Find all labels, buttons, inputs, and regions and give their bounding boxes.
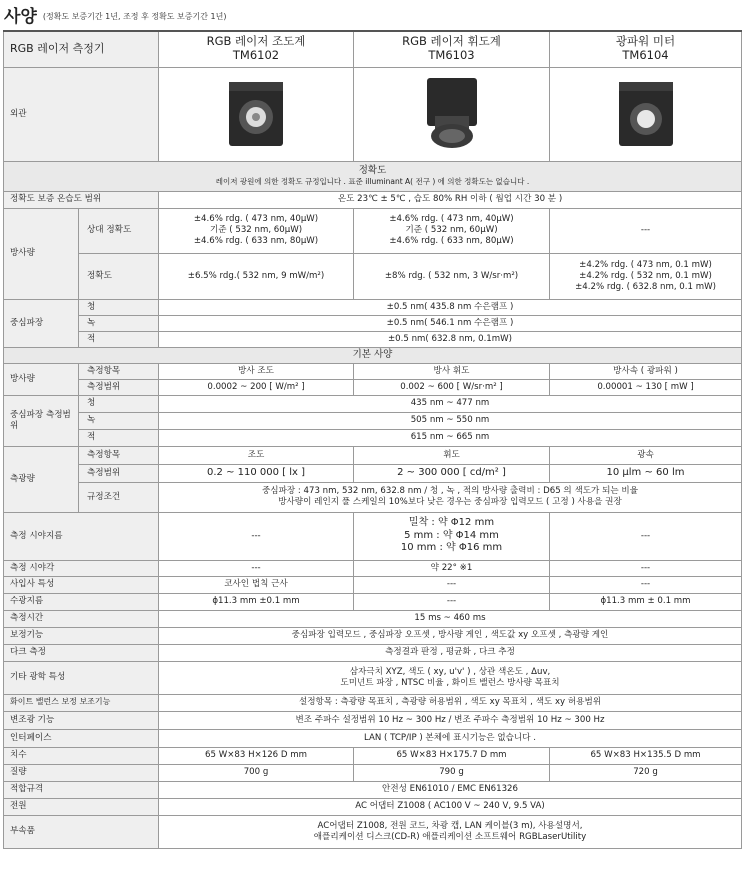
std-row [4, 781, 742, 798]
cell-accuracy-relative_label: 상대 정확도 [79, 208, 159, 253]
cell-basic-angle_c1: --- [159, 560, 354, 576]
spec-table [3, 30, 742, 849]
cell-basic-std_value: 안전성 EN61010 / EMC EN61326 [159, 781, 742, 798]
cell-basic-power_label: 전원 [4, 798, 159, 815]
cell-accuracy-acc_c2: ±8% rdg. ( 532 nm, 3 W/sr·m²) [354, 253, 550, 299]
temp-row [4, 191, 742, 208]
wb-row [4, 694, 742, 711]
cell-basic-wlr_label: 중심파장 측정범위 [4, 395, 79, 446]
cell-basic-angle_c2: 약 22° ※1 [354, 560, 550, 576]
cell-basic-wlr_green_value: 505 nm ~ 550 nm [159, 412, 742, 429]
cell-basic-acc_value-0: AC어댑터 Z1008, 전원 코드, 차광 캡, LAN 케이블(3 m), 사용설명서, [317, 820, 583, 831]
cell-basic-rad_label: 방사량 [4, 363, 79, 395]
cell-basic-angle_c3: --- [550, 560, 742, 576]
cell-basic-dark_label: 다크 측정 [4, 644, 159, 661]
cell-basic-aperture_label: 수광지름 [4, 593, 159, 610]
photo-item-row [4, 446, 742, 464]
cell-columns-c1_model: TM6102 [232, 48, 280, 63]
power-row [4, 798, 742, 815]
cell-basic-dark_value: 측정결과 판정 , 평균화 , 다크 추정 [159, 644, 742, 661]
cell-basic-range_label: 측정범위 [79, 379, 159, 395]
wlr-green-row [4, 412, 742, 429]
dim-row [4, 747, 742, 764]
cell-basic-dim_c1: 65 W×83 H×126 D mm [159, 747, 354, 764]
cond-row [4, 482, 742, 512]
cell-basic-other_value-1: 도미넌트 파장 , NTSC 비율 , 화이트 밸런스 방사량 목표치 [340, 677, 560, 688]
cell-basic-mass_c2: 790 g [354, 764, 550, 781]
acc-c3 [550, 253, 742, 299]
rad-range-row [4, 379, 742, 395]
cell-basic-fov_c2-2: 10 mm : 약 Φ16 mm [400, 542, 503, 554]
cell-basic-mass_c3: 720 g [550, 764, 742, 781]
cell-accuracy-acc_label: 정확도 [79, 253, 159, 299]
cell-basic-acc_label: 부속품 [4, 815, 159, 848]
cell-basic-mass_c1: 700 g [159, 764, 354, 781]
cell-basic-wlr_red: 적 [79, 429, 159, 446]
cell-basic-wlr_blue_value: 435 nm ~ 477 nm [159, 395, 742, 412]
cell-basic-photo_ranges-0: 0.2 ~ 110 000 [ lx ] [159, 464, 354, 482]
basic-section: 기본 사양 [4, 347, 742, 363]
cell-accuracy-blue_value: ±0.5 nm( 435.8 nm 수은램프 ) [159, 299, 742, 315]
incid-row [4, 576, 742, 593]
cell-basic-photo_items-0: 조도 [159, 446, 354, 464]
cell-basic-fov_c2-1: 5 mm : 약 Φ14 mm [404, 529, 499, 541]
mod-row [4, 711, 742, 729]
accuracy-row [4, 253, 742, 299]
cell-basic-wlr_green: 녹 [79, 412, 159, 429]
cell [159, 661, 742, 694]
cell-basic-other_value-0: 삼자극치 XYZ, 색도 ( xy, u'v' ) , 상관 색온도 , Δuv, [349, 666, 551, 677]
tm6104-photo [550, 67, 742, 161]
appearance-label: 외관 [4, 67, 159, 161]
cell-accuracy-acc_c3-1: ±4.2% rdg. ( 532 nm, 0.1 mW) [579, 270, 712, 281]
cell-accuracy-acc_c3-2: ±4.2% rdg. ( 632.8 nm, 0.1 mW) [575, 281, 716, 292]
cell-columns-c2_model: TM6103 [428, 48, 475, 63]
cell [159, 482, 742, 512]
cell-accuracy-acc_c3-0: ±4.2% rdg. ( 473 nm, 0.1 mW) [579, 259, 712, 270]
cell-basic-wb_value: 설정항목 : 측광량 목표치 , 측광량 허용범위 , 색도 xy 목표치 , 색도 xy 허용범위 [159, 694, 742, 711]
radiance-label: 방사량 [4, 208, 79, 299]
page-header [4, 2, 226, 28]
cell-columns-c2_name: RGB 레이저 휘도계 [402, 34, 501, 49]
cell-basic-cond_label: 규정조건 [79, 482, 159, 512]
cell-accuracy-relative_c3: --- [550, 208, 742, 253]
cell-accuracy-temp_label: 정확도 보증 온습도 범위 [4, 191, 159, 208]
relative-accuracy-row [4, 208, 742, 253]
corr-row [4, 627, 742, 644]
warranty-note: (정확도 보증기간 1년, 조정 후 정확도 보증기간 1년) [42, 12, 227, 21]
cell-accuracy-green_value: ±0.5 nm( 546.1 nm 수은램프 ) [159, 315, 742, 331]
cell-basic-rad_ranges-0: 0.0002 ~ 200 [ W/m² ] [159, 379, 354, 395]
cell-basic-range_label: 측정범위 [79, 464, 159, 482]
cell-basic-wlr_blue: 청 [79, 395, 159, 412]
cell-basic-mod_label: 변조광 기능 [4, 711, 159, 729]
cell-basic-incid_c2: --- [354, 576, 550, 593]
cell-basic-corr_value: 중심파장 입력모드 , 중심파장 오프셋 , 방사량 게인 , 색도값 xy 오프셋 , 측광량 게인 [159, 627, 742, 644]
cell-basic-angle_label: 측정 시야각 [4, 560, 159, 576]
cell-basic-rad_items-1: 방사 휘도 [354, 363, 550, 379]
cell-basic-rad_items-0: 방사 조도 [159, 363, 354, 379]
cell-basic-aperture_c2: --- [354, 593, 550, 610]
cell-basic-dim_label: 치수 [4, 747, 159, 764]
cell-basic-mass_label: 질량 [4, 764, 159, 781]
cell-basic-dim_c3: 65 W×83 H×135.5 D mm [550, 747, 742, 764]
cell-columns-c3_model: TM6104 [622, 48, 669, 63]
if-row [4, 729, 742, 747]
cell-basic-incid_c3: --- [550, 576, 742, 593]
cell-basic-acc_value-1: 애플리케이션 디스크(CD-R) 애플리케이션 소프트웨어 RGBLaserUtility [313, 831, 587, 842]
cell-basic-rad_ranges-1: 0.002 ~ 600 [ W/sr·m² ] [354, 379, 550, 395]
cell-basic-std_label: 적합규격 [4, 781, 159, 798]
cell-basic-corr_label: 보정기능 [4, 627, 159, 644]
cell [159, 815, 742, 848]
cell-basic-fov_c2-0: 밀착 : 약 Φ12 mm [408, 516, 495, 528]
cell-basic-photo_label: 측광량 [4, 446, 79, 512]
wlr-blue-row [4, 395, 742, 412]
cell-basic-incid_label: 사입사 특성 [4, 576, 159, 593]
cell-basic-if_label: 인터페이스 [4, 729, 159, 747]
cell-basic-mod_value: 변조 주파수 설정범위 10 Hz ~ 300 Hz / 변조 주파수 측정범위 10 Hz ~ 300 Hz [159, 711, 742, 729]
cell [354, 512, 550, 560]
cell-basic-incid_c1: 코사인 법칙 근사 [159, 576, 354, 593]
cell-basic-photo_ranges-2: 10 μlm ~ 60 lm [550, 464, 742, 482]
wl-red-row [4, 331, 742, 347]
cell-basic-if_value: LAN ( TCP/IP ) 본체에 표시기능은 없습니다 . [159, 729, 742, 747]
cell-basic-item_label: 측정항목 [79, 446, 159, 464]
wl-green-row [4, 315, 742, 331]
time-row [4, 610, 742, 627]
cell-accuracy-relative_c1-1: 기준 ( 532 nm, 60μW) [209, 225, 303, 235]
cell-basic-fov_c3: --- [550, 512, 742, 560]
cell-basic-aperture_c3: ϕ11.3 mm ± 0.1 mm [550, 593, 742, 610]
angle-row [4, 560, 742, 576]
cell-accuracy-relative_c2-0: ±4.6% rdg. ( 473 nm, 40μW) [389, 214, 514, 224]
tm6102-photo [159, 67, 354, 161]
cell-accuracy-red_label: 적 [79, 331, 159, 347]
relative-c1 [159, 208, 354, 253]
cell-basic-dim_c2: 65 W×83 H×175.7 D mm [354, 747, 550, 764]
aperture-row [4, 593, 742, 610]
cell-accuracy-red_value: ±0.5 nm( 632.8 nm, 0.1mW) [159, 331, 742, 347]
accuracy-section-row [4, 161, 742, 191]
cell-basic-aperture_c1: ϕ11.3 mm ±0.1 mm [159, 593, 354, 610]
dark-row [4, 644, 742, 661]
cell-columns-c3_name: 광파워 미터 [615, 34, 676, 49]
accessories-row [4, 815, 742, 848]
cell-basic-cond_value-1: 방사량이 레인지 풀 스케일의 10%보다 낮은 경우는 중심파장 입력모드 ( 고정 ) 사용을 권장 [278, 497, 622, 507]
cell-basic-rad_ranges-2: 0.00001 ~ 130 [ mW ] [550, 379, 742, 395]
cell-basic-rad_items-2: 방사속 ( 광파워 ) [550, 363, 742, 379]
cell-basic-photo_items-2: 광속 [550, 446, 742, 464]
cell-accuracy-temp_value: 온도 23℃ ± 5℃ , 습도 80% RH 이하 ( 웜업 시간 30 분 ) [159, 191, 742, 208]
cell-columns-c1_name: RGB 레이저 조도계 [206, 34, 306, 49]
mass-row [4, 764, 742, 781]
cell-basic-power_value: AC 어댑터 Z1008 ( AC100 V ~ 240 V, 9.5 VA) [159, 798, 742, 815]
cell-basic-fov_label: 측정 시야지름 [4, 512, 159, 560]
cell-accuracy-relative_c1-2: ±4.6% rdg. ( 633 nm, 80μW) [193, 236, 319, 246]
cell-basic-cond_value-0: 중심파장 : 473 nm, 532 nm, 632.8 nm / 청 , 녹 , 적의 방사량 출력비 : D65 의 색도가 되는 비율 [261, 486, 639, 496]
other-row [4, 661, 742, 694]
header-row [4, 31, 742, 67]
fov-row [4, 512, 742, 560]
cell-accuracy-green_label: 녹 [79, 315, 159, 331]
cell-accuracy-relative_c2-1: 기준 ( 532 nm, 60μW) [405, 225, 498, 235]
relative-c2 [354, 208, 550, 253]
cell-accuracy-acc_c1: ±6.5% rdg.( 532 nm, 9 mW/m²) [159, 253, 354, 299]
accuracy-section [4, 161, 742, 191]
cell-accuracy-section_note: 레이저 광원에 의한 정확도 규정입니다 . 표준 illuminant A( 전구 ) 에 의한 정확도는 없습니다 . [215, 177, 530, 187]
cell-basic-item_label: 측정항목 [79, 363, 159, 379]
cell-accuracy-section: 정확도 [358, 165, 387, 177]
page-title: 사양 [4, 7, 37, 27]
cell-basic-wb_label: 화이트 밸런스 보정 보조기능 [4, 694, 159, 711]
rad-item-row [4, 363, 742, 379]
cell-accuracy-relative_c2-2: ±4.6% rdg. ( 633 nm, 80μW) [389, 236, 514, 246]
cell-basic-time_value: 15 ms ~ 460 ms [159, 610, 742, 627]
cell-basic-fov_c1: --- [159, 512, 354, 560]
basic-section-row [4, 347, 742, 363]
wlr-red-row [4, 429, 742, 446]
cell-accuracy-wl_label: 중심파장 [4, 299, 79, 347]
appearance-row [4, 67, 742, 161]
col-tm6102 [159, 31, 354, 67]
cell-basic-wlr_red_value: 615 nm ~ 665 nm [159, 429, 742, 446]
cell-basic-photo_ranges-1: 2 ~ 300 000 [ cd/m² ] [354, 464, 550, 482]
cell-basic-other_label: 기타 광학 특성 [4, 661, 159, 694]
device-label: RGB 레이저 측정기 [4, 31, 159, 67]
photo-range-row [4, 464, 742, 482]
cell-basic-photo_items-1: 휘도 [354, 446, 550, 464]
tm6103-photo [354, 67, 550, 161]
wl-blue-row [4, 299, 742, 315]
cell-accuracy-relative_c1-0: ±4.6% rdg. ( 473 nm, 40μW) [193, 214, 319, 224]
col-tm6103 [354, 31, 550, 67]
cell-accuracy-blue_label: 청 [79, 299, 159, 315]
col-tm6104 [550, 31, 742, 67]
cell-basic-time_label: 측정시간 [4, 610, 159, 627]
